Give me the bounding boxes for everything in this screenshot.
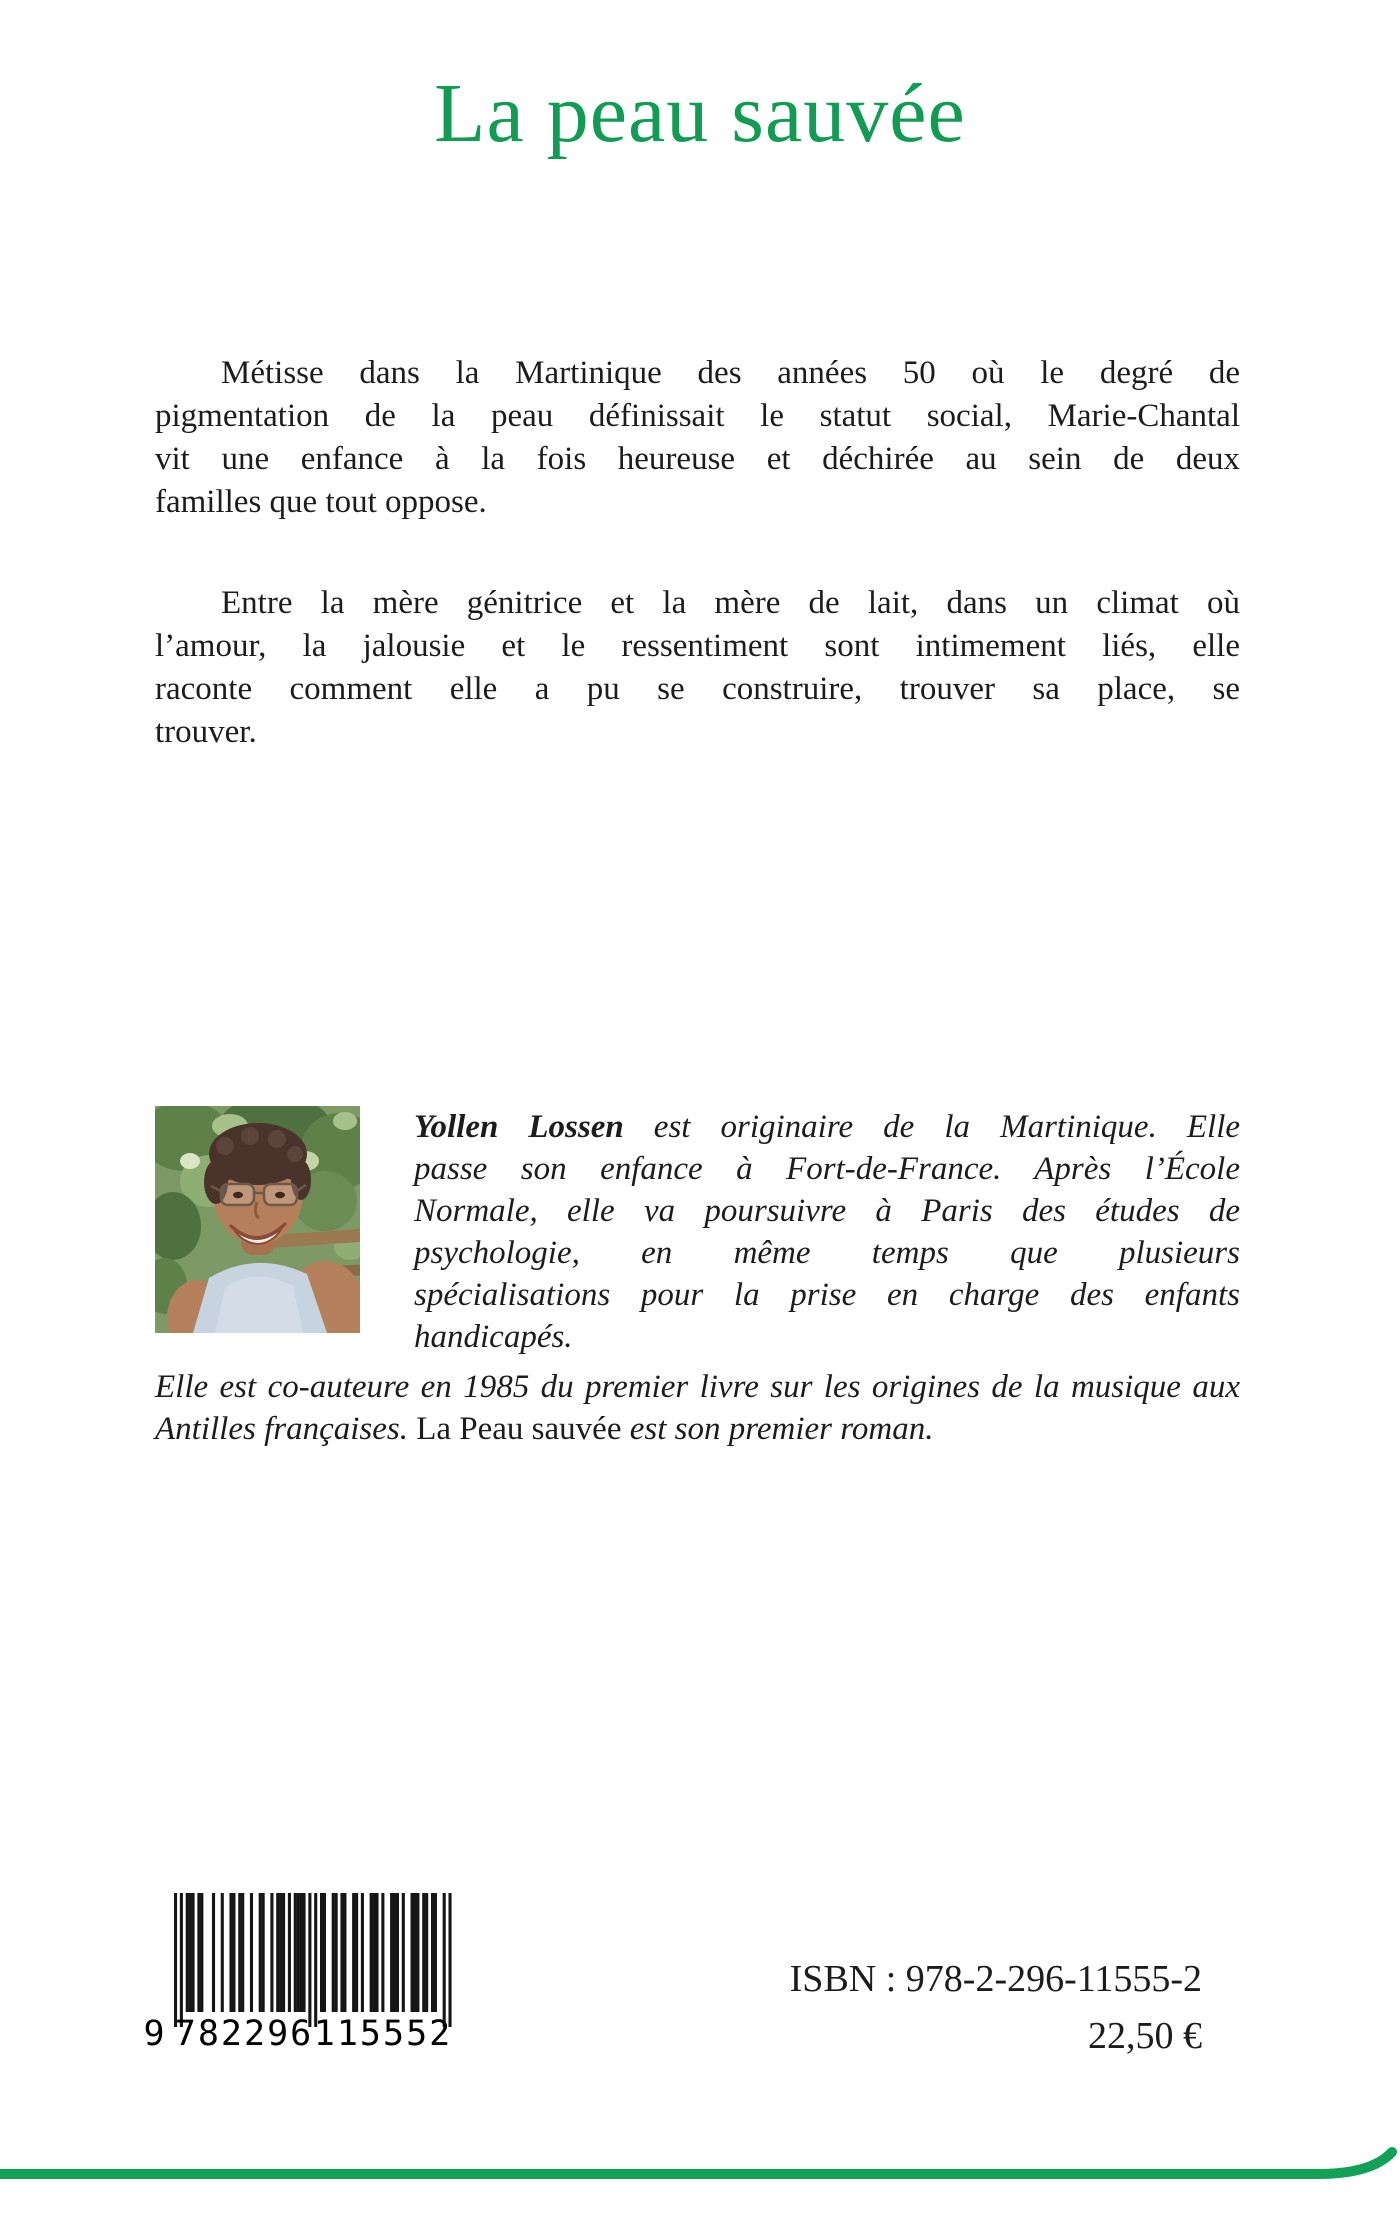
author-name: Yollen Lossen bbox=[414, 1109, 624, 1145]
synopsis-line: vit une enfance à la fois heureuse et déchirée au sein de deux bbox=[155, 441, 1240, 477]
author-photo bbox=[155, 1106, 360, 1333]
bio-line: Normale, elle va poursuivre à Paris des études de bbox=[414, 1193, 1240, 1229]
bio-line: passe son enfance à Fort-de-France. Après l’École bbox=[414, 1151, 1240, 1187]
barcode-group2: 115552 bbox=[313, 2014, 453, 2053]
synopsis-line: pigmentation de la peau définissait le statut social, Marie-Chantal bbox=[155, 398, 1240, 434]
ean13-barcode bbox=[138, 1893, 458, 2053]
author-bio bbox=[155, 1106, 1240, 1450]
barcode-group1: 782296 bbox=[174, 2014, 314, 2053]
synopsis-line: familles que tout oppose. bbox=[155, 484, 487, 520]
price: 22,50 € bbox=[1088, 2015, 1202, 2057]
synopsis-line: Métisse dans la Martinique des années 50 où le degré de bbox=[221, 355, 1240, 391]
synopsis-paragraph-1 bbox=[155, 352, 1240, 524]
bio-line: spécialisations pour la prise en charge des enfants bbox=[414, 1277, 1240, 1313]
synopsis-line: trouver. bbox=[155, 714, 257, 750]
barcode-left-digit: 9 bbox=[143, 2014, 165, 2053]
book-title-inline: La Peau sauvée bbox=[416, 1411, 622, 1447]
isbn: ISBN : 978-2-296-11555-2 bbox=[789, 1958, 1202, 2000]
synopsis-line: Entre la mère génitrice et la mère de lait, dans un climat où bbox=[221, 585, 1240, 621]
synopsis-line: l’amour, la jalousie et le ressentiment sont intimement liés, elle bbox=[155, 628, 1240, 664]
isbn-price-block bbox=[790, 1956, 1202, 2060]
bio-line: psychologie, en même temps que plusieurs bbox=[414, 1235, 1240, 1271]
synopsis-line: raconte comment elle a pu se construire, trouver sa place, se bbox=[155, 671, 1240, 707]
bio-tail: Elle est co-auteure en 1985 du premier livre sur les origines de la musique aux Antilles françaises. La Peau sauvée est son premier roman. bbox=[155, 1369, 1240, 1447]
synopsis bbox=[155, 352, 1240, 754]
bio-line: Yollen Lossen est originaire de la Martinique. Elle bbox=[414, 1109, 1241, 1145]
synopsis-paragraph-2 bbox=[155, 582, 1240, 754]
book-title: La peau sauvée bbox=[434, 67, 966, 160]
bio-line: handicapés. bbox=[414, 1319, 573, 1355]
barcode-bars bbox=[174, 1893, 452, 2027]
bottom-swoosh bbox=[0, 2128, 1400, 2229]
